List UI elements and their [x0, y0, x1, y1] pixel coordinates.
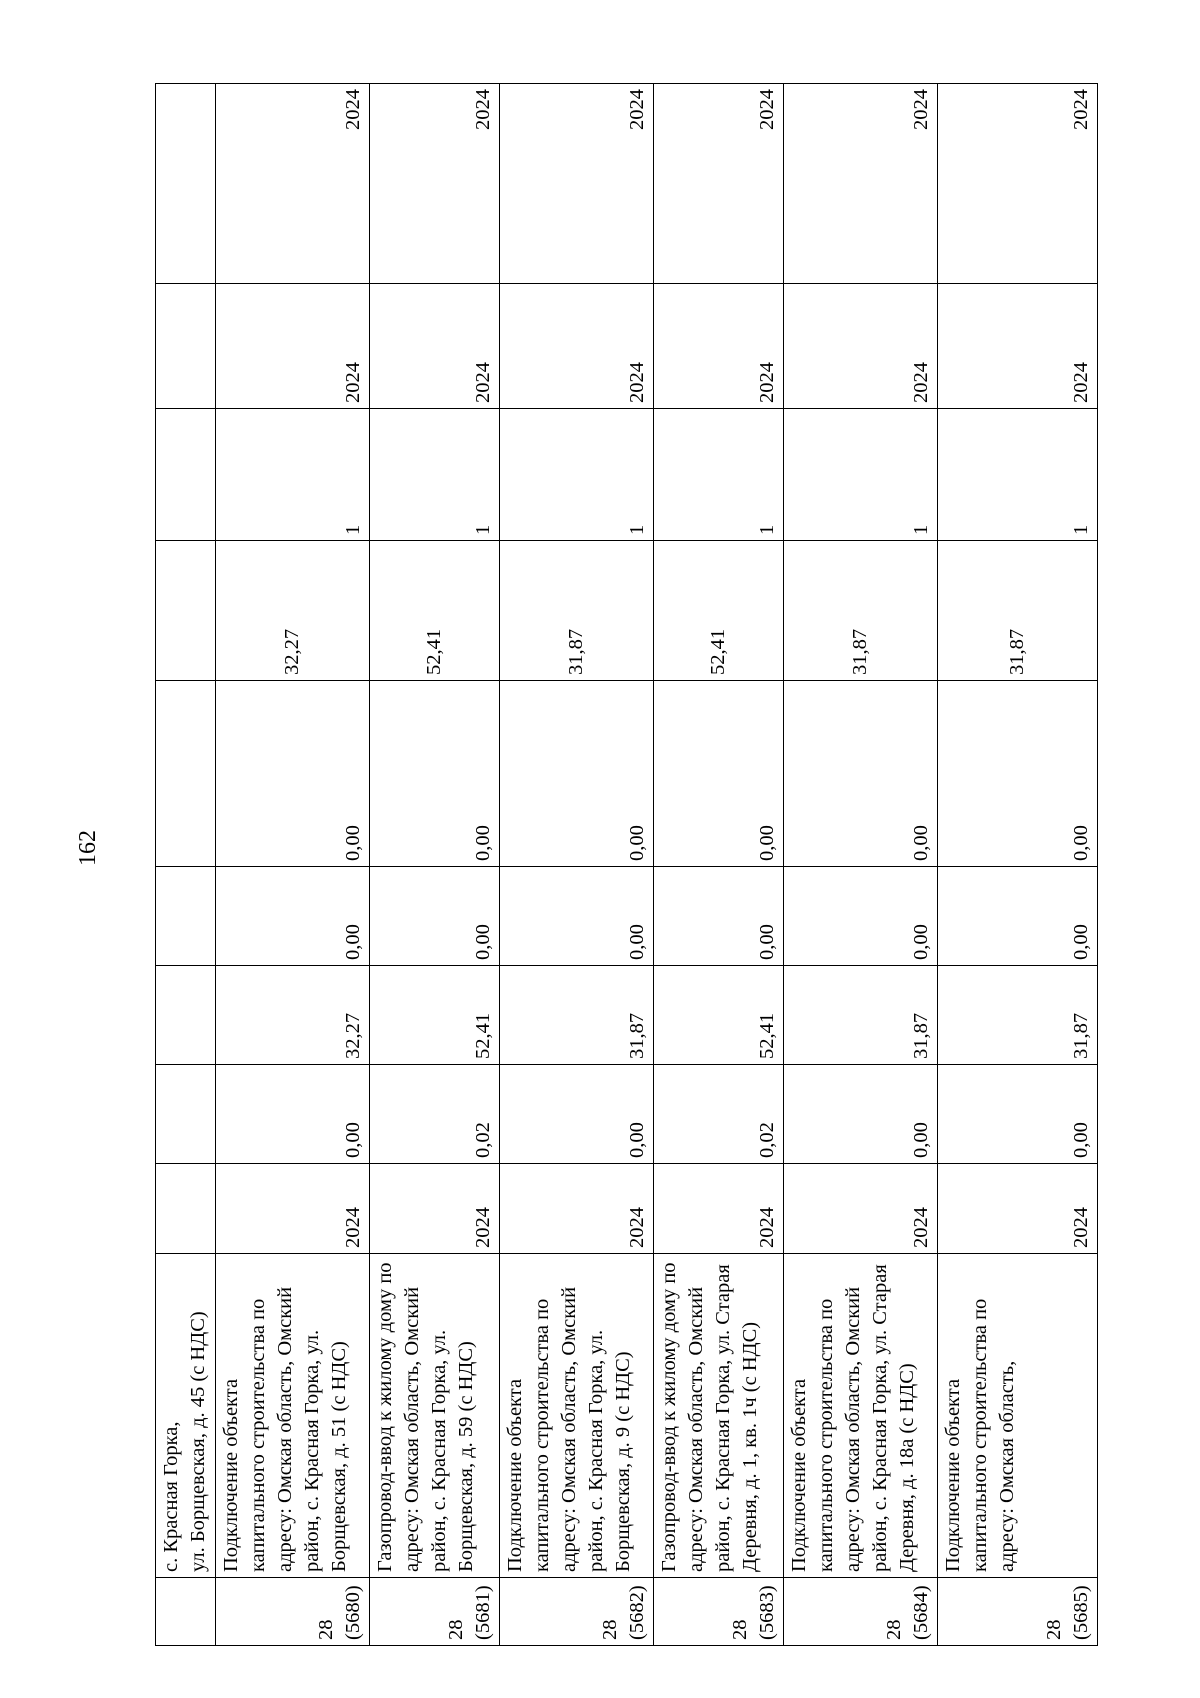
empty-cell: [156, 541, 216, 681]
value-cell: 31,87: [784, 966, 938, 1065]
value-cell: 0,00: [784, 1065, 938, 1164]
year-cell: 2024: [216, 1164, 370, 1254]
table-row: [156, 84, 216, 1646]
row-number-cell: 28 (5681): [370, 1578, 500, 1646]
value-cell: 0,00: [654, 867, 784, 966]
empty-cell: [156, 867, 216, 966]
row-number-cell: 28 (5680): [216, 1578, 370, 1646]
year-cell: 2024: [784, 84, 938, 284]
value-cell: 0,00: [500, 681, 654, 867]
empty-cell: [156, 1065, 216, 1164]
year-cell: 2024: [784, 1164, 938, 1254]
value-cell: 0,00: [216, 867, 370, 966]
value-cell: 52,41: [654, 966, 784, 1065]
year-cell: 2024: [500, 84, 654, 284]
value-cell: 32,27: [216, 541, 370, 681]
value-cell: 52,41: [370, 966, 500, 1065]
address-cell: Подключение объекта капитального строительства по адресу: Омская область, Омский район, с. Красная Горка, ул. Старая Деревня, д. 18а (с НДС): [784, 1254, 938, 1578]
value-cell: 0,00: [500, 867, 654, 966]
value-cell: 0,00: [370, 681, 500, 867]
value-cell: 0,00: [216, 1065, 370, 1164]
value-cell: 32,27: [216, 966, 370, 1065]
value-cell: 0,00: [654, 681, 784, 867]
table-row: [216, 84, 370, 1646]
value-cell: 31,87: [500, 966, 654, 1065]
empty-cell: [156, 409, 216, 541]
year-cell: 2024: [370, 284, 500, 409]
count-cell: 1: [654, 409, 784, 541]
row-number-cell: 28 (5685): [938, 1578, 1098, 1646]
year-cell: 2024: [500, 284, 654, 409]
address-cell: Подключение объекта капитального строительства по адресу: Омская область, Омский район, с. Красная Горка, ул. Борщевская, д. 51 (с НДС): [216, 1254, 370, 1578]
row-number-cell: 28 (5684): [784, 1578, 938, 1646]
value-cell: 0,00: [500, 1065, 654, 1164]
year-cell: 2024: [938, 84, 1098, 284]
year-cell: 2024: [938, 284, 1098, 409]
value-cell: 52,41: [654, 541, 784, 681]
value-cell: 0,00: [370, 867, 500, 966]
year-cell: 2024: [500, 1164, 654, 1254]
address-cell: Подключение объекта капитального строительства по адресу: Омская область, Омский район, с. Красная Горка, ул. Борщевская, д. 9 (с НДС): [500, 1254, 654, 1578]
value-cell: 0,00: [784, 867, 938, 966]
value-cell: 0,00: [784, 681, 938, 867]
year-cell: 2024: [654, 284, 784, 409]
value-cell: 52,41: [370, 541, 500, 681]
year-cell: 2024: [370, 1164, 500, 1254]
count-cell: 1: [938, 409, 1098, 541]
count-cell: 1: [784, 409, 938, 541]
address-cell: с. Красная Горка, ул. Борщевская, д. 45 (с НДС): [156, 1254, 216, 1578]
value-cell: 0,02: [654, 1065, 784, 1164]
year-cell: 2024: [654, 84, 784, 284]
address-cell: Газопровод-ввод к жилому дому по адресу: Омская область, Омский район, с. Красная Горка, ул. Старая Деревня, д. 1, кв. 1ч (с НДС): [654, 1254, 784, 1578]
table-row: [654, 84, 784, 1646]
value-cell: 0,00: [216, 681, 370, 867]
value-cell: 31,87: [500, 541, 654, 681]
table-row: [784, 84, 938, 1646]
empty-cell: [156, 966, 216, 1065]
value-cell: 0,02: [370, 1065, 500, 1164]
empty-cell: [156, 1164, 216, 1254]
table-row: [500, 84, 654, 1646]
row-number-cell: 28 (5683): [654, 1578, 784, 1646]
empty-cell: [156, 84, 216, 284]
table-row: [370, 84, 500, 1646]
year-cell: 2024: [654, 1164, 784, 1254]
year-cell: 2024: [216, 84, 370, 284]
year-cell: 2024: [216, 284, 370, 409]
value-cell: 31,87: [784, 541, 938, 681]
value-cell: 31,87: [938, 541, 1098, 681]
rotated-table-container: [155, 84, 1097, 1646]
address-cell: Подключение объекта капитального строительства по адресу: Омская область,: [938, 1254, 1098, 1578]
year-cell: 2024: [784, 284, 938, 409]
value-cell: 0,00: [938, 1065, 1098, 1164]
count-cell: 1: [216, 409, 370, 541]
row-number-cell: 28 (5682): [500, 1578, 654, 1646]
year-cell: 2024: [370, 84, 500, 284]
row-number-cell: [156, 1578, 216, 1646]
empty-cell: [156, 284, 216, 409]
value-cell: 31,87: [938, 966, 1098, 1065]
data-table: [155, 83, 1098, 1646]
page-number: 162: [75, 830, 101, 866]
year-cell: 2024: [938, 1164, 1098, 1254]
value-cell: 0,00: [938, 681, 1098, 867]
count-cell: 1: [500, 409, 654, 541]
count-cell: 1: [370, 409, 500, 541]
empty-cell: [156, 681, 216, 867]
table-row: [938, 84, 1098, 1646]
value-cell: 0,00: [938, 867, 1098, 966]
address-cell: Газопровод-ввод к жилому дому по адресу: Омская область, Омский район, с. Красная Горка, ул. Борщевская, д. 59 (с НДС): [370, 1254, 500, 1578]
